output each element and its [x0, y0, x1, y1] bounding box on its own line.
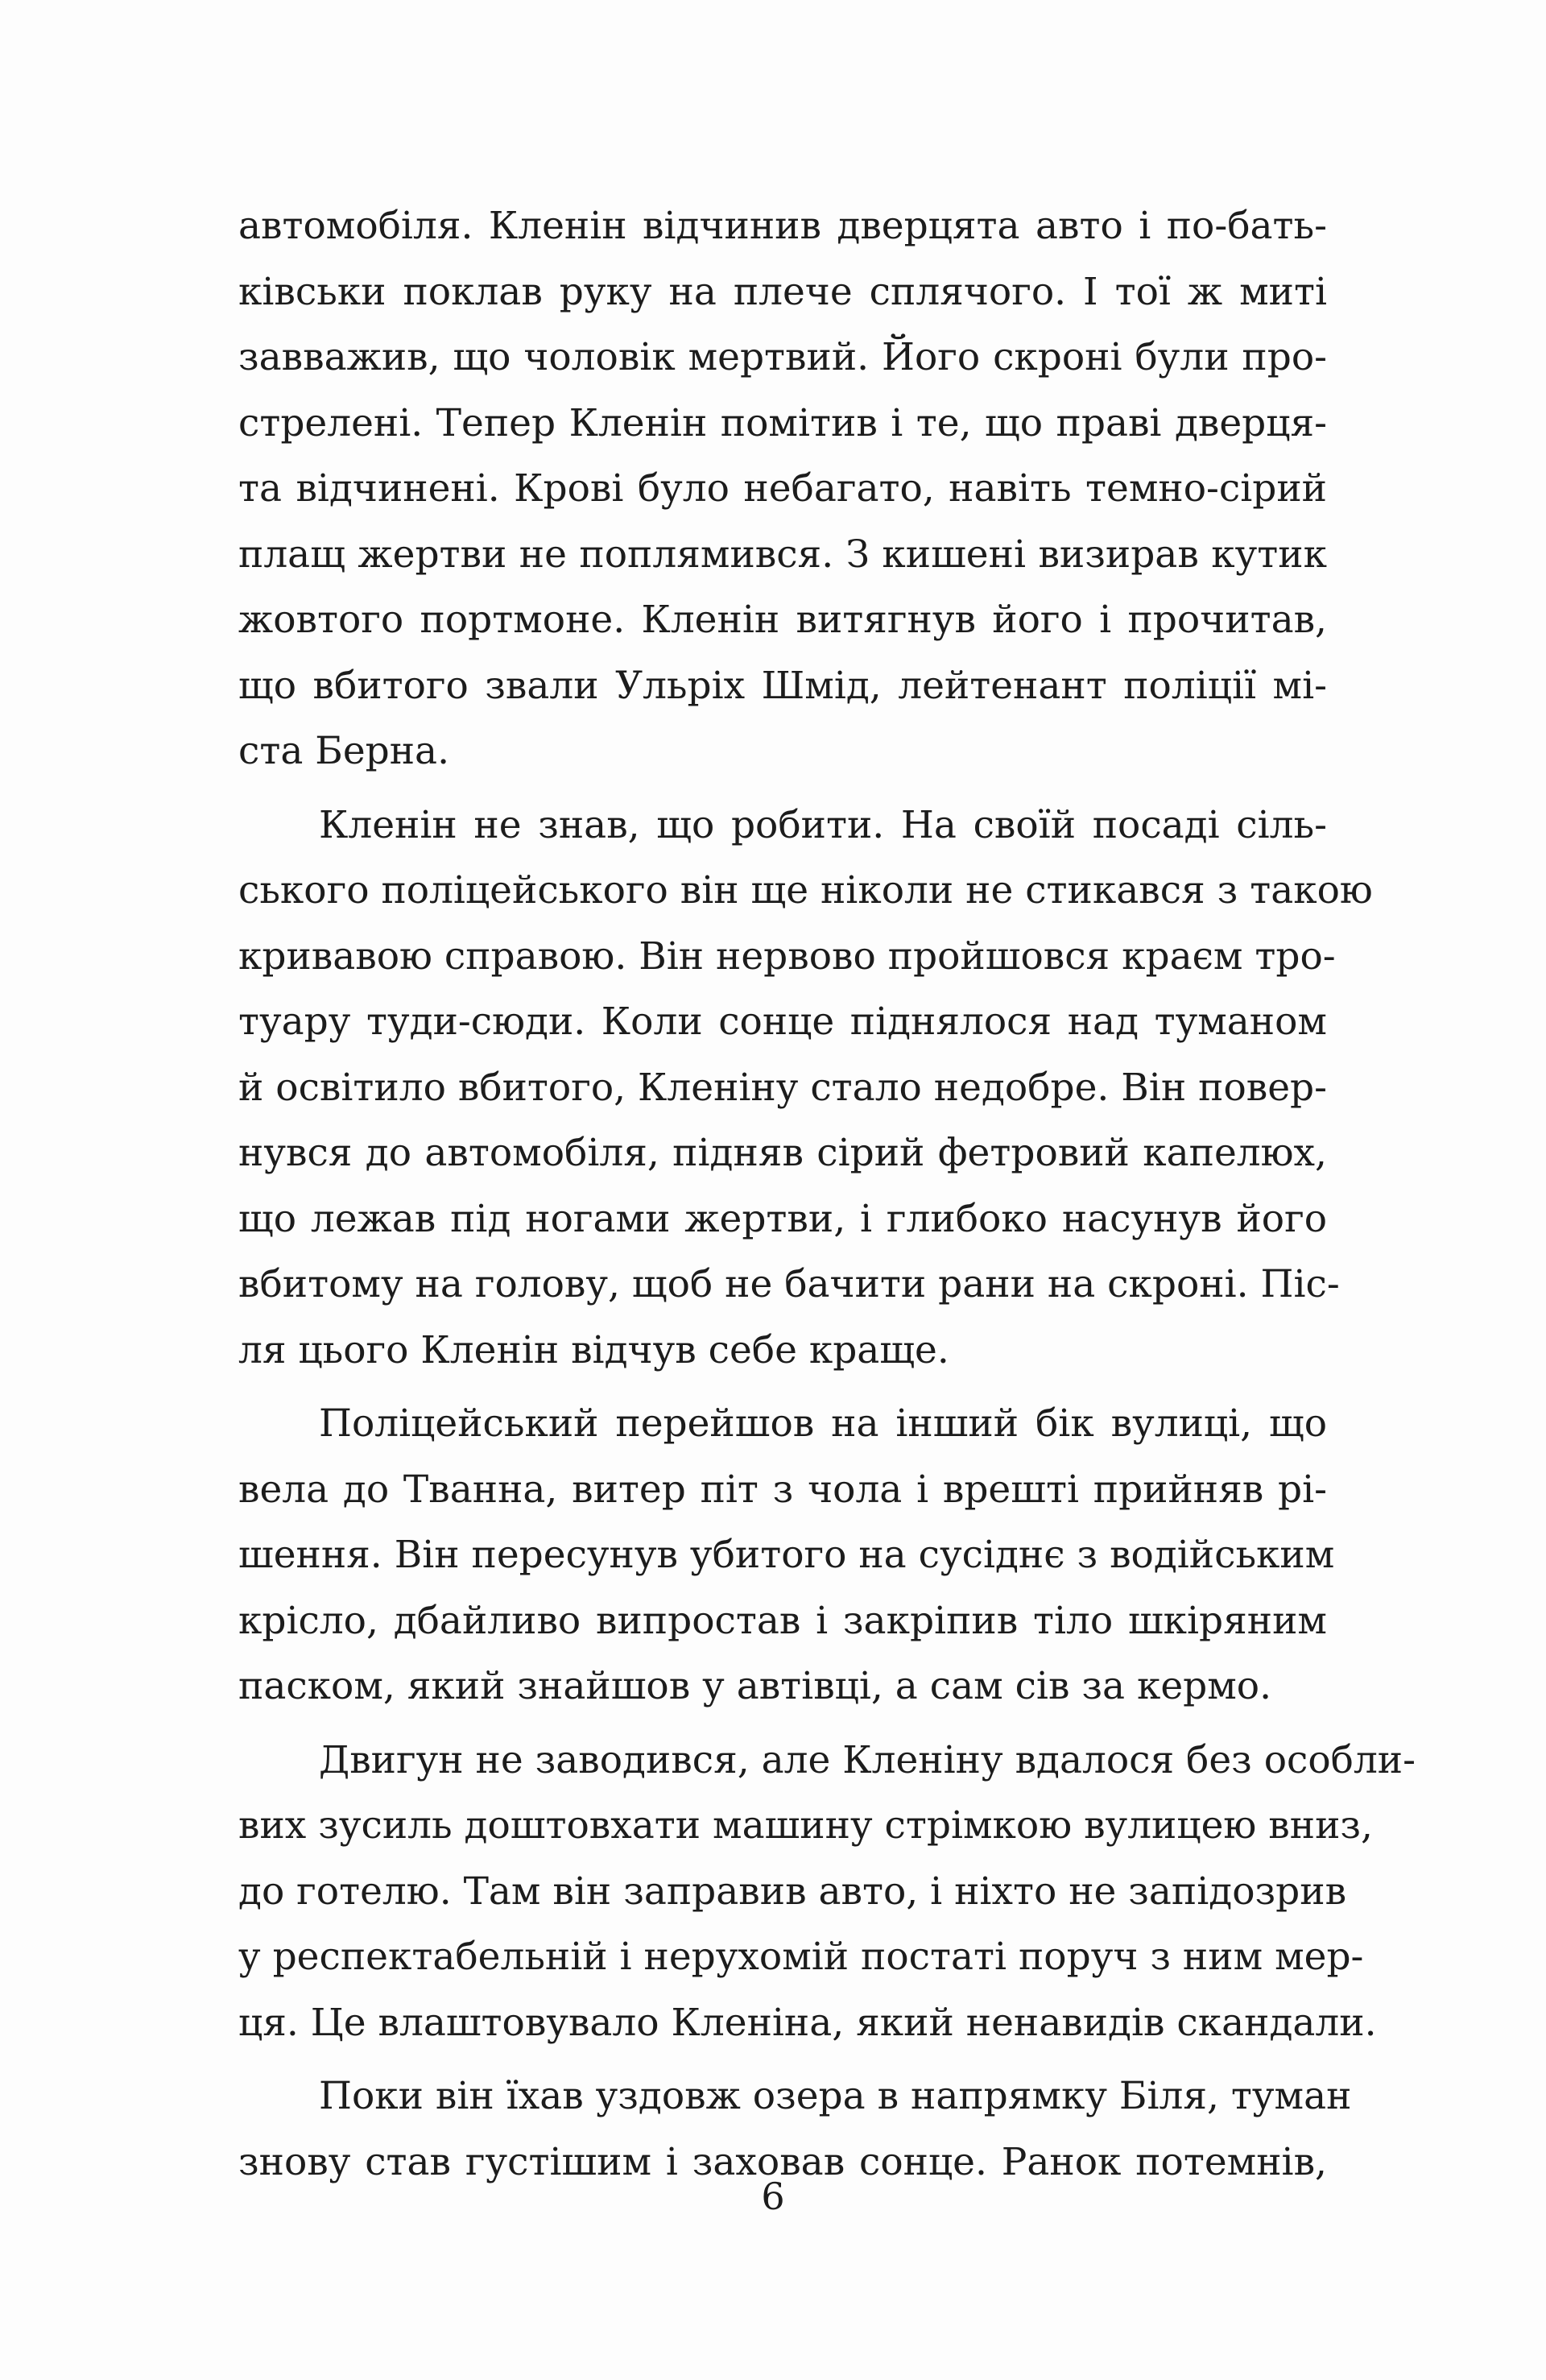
text-line: Кленін не знав, що робити. На своїй посаді сіль-	[319, 802, 1327, 847]
text-line: що вбитого звали Ульріх Шмід, лейтенант поліції мі-	[238, 663, 1327, 708]
text-line: до готелю. Там він заправив авто, і ніхто не запідозрив	[238, 1869, 1347, 1914]
text-line: знову став густішим і заховав сонце. Ранок потемнів,	[238, 2139, 1327, 2184]
text-line: туару туди-сюди. Коли сонце піднялося над туманом	[238, 1000, 1327, 1044]
text-line: завважив, що чоловік мертвий. Його скроні були про-	[238, 335, 1327, 379]
text-line: паском, який знайшов у автівці, а сам сів за кермо.	[238, 1664, 1272, 1708]
paragraph-4	[238, 1728, 1416, 2056]
text-line: та відчинені. Крові було небагато, навіть темно-сірий	[238, 466, 1327, 511]
paragraph-2	[238, 793, 1373, 1384]
text-line: Поліцейський перейшов на інший бік вулиці, що	[319, 1401, 1327, 1446]
paragraph-3	[238, 1391, 1335, 1720]
page-number: 6	[761, 2175, 785, 2218]
text-line: ця. Це влаштовувало Кленіна, який ненавидів скандали.	[238, 2000, 1377, 2045]
text-line: у респектабельній і нерухомій постаті поруч з ним мер-	[238, 1935, 1364, 1979]
text-line: ківськи поклав руку на плече сплячого. І тої ж миті	[238, 269, 1327, 314]
text-line: кривавою справою. Він нервово пройшовся краєм тро-	[238, 933, 1336, 979]
text-line: крісло, дбайливо випростав і закріпив тіло шкіряним	[238, 1598, 1327, 1643]
text-line: й освітило вбитого, Кленіну стало недобре. Він повер-	[238, 1065, 1327, 1110]
text-line: що лежав під ногами жертви, і глибоко насунув його	[238, 1196, 1327, 1241]
text-line: нувся до автомобіля, підняв сірий фетровий капелюх,	[238, 1131, 1327, 1175]
text-line: вбитому на голову, щоб не бачити рани на скроні. Піс-	[238, 1262, 1340, 1306]
text-line: стрелені. Тепер Кленін помітив і те, що праві дверця-	[238, 400, 1327, 445]
body-text	[238, 193, 1416, 2195]
text-line: плащ жертви не поплямився. З кишені визирав кутик	[238, 532, 1327, 577]
text-line: ля цього Кленін відчув себе краще.	[238, 1327, 949, 1372]
text-line: Двигун не заводився, але Кленіну вдалося без особли-	[319, 1737, 1416, 1782]
text-line: жовтого портмоне. Кленін витягнув його і прочитав,	[238, 598, 1327, 642]
text-line: вих зусиль доштовхати машину стрімкою вулицею вниз,	[238, 1803, 1373, 1848]
text-line: ського поліцейського він ще ніколи не стикався з такою	[238, 868, 1373, 913]
text-line: шення. Він пересунув убитого на сусіднє з водійським	[238, 1533, 1335, 1577]
text-line: автомобіля. Кленін відчинив дверцята авто і по-бать-	[238, 204, 1327, 248]
paragraph-1	[238, 193, 1327, 784]
text-line: ста Берна.	[238, 729, 450, 773]
text-line: Поки він їхав уздовж озера в напрямку Біля, туман	[319, 2074, 1352, 2118]
text-line: вела до Тванна, витер піт з чола і врешті прийняв рі-	[238, 1467, 1327, 1512]
